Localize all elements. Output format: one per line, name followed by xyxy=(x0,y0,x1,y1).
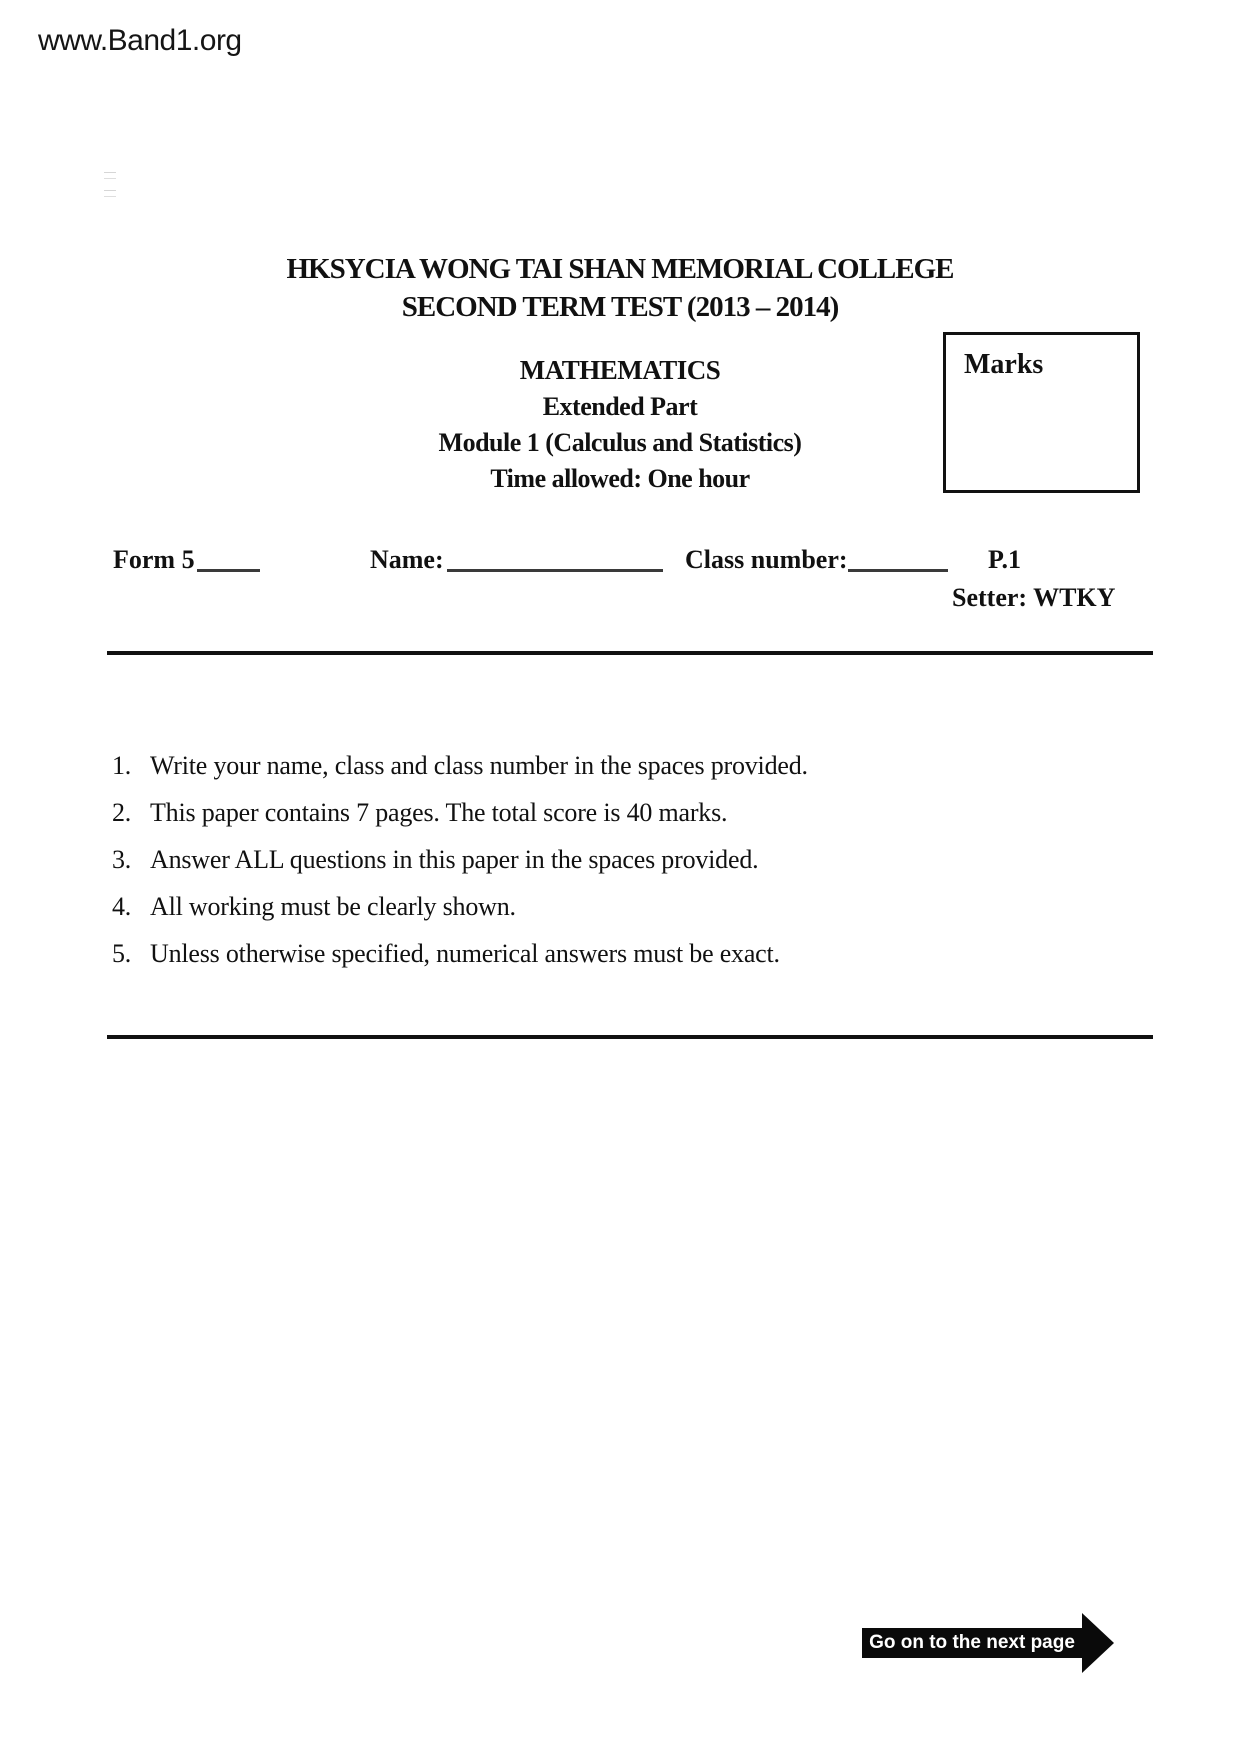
form-blank-line xyxy=(197,544,260,572)
form-label: Form 5 xyxy=(113,545,195,574)
setter-label: Setter: WTKY xyxy=(952,583,1116,612)
instruction-text: Unless otherwise specified, numerical answers must be exact. xyxy=(150,939,780,968)
instruction-text: Answer ALL questions in this paper in the spaces provided. xyxy=(150,845,759,874)
subject-part: Extended Part xyxy=(542,392,698,421)
instruction-item xyxy=(112,846,1072,874)
instructions-list xyxy=(112,752,1072,987)
class-number-label: Class number: xyxy=(685,545,848,574)
instruction-item xyxy=(112,752,1072,780)
page-number: P.1 xyxy=(988,545,1021,574)
instruction-number: 3. xyxy=(112,845,132,874)
exam-title: SECOND TERM TEST (2013 – 2014) xyxy=(401,291,839,323)
class-number-blank-line xyxy=(848,544,948,572)
scan-artifact xyxy=(104,172,116,179)
time-allowed: Time allowed: One hour xyxy=(490,464,750,493)
instruction-text: This paper contains 7 pages. The total score is 40 marks. xyxy=(150,798,728,827)
marks-label: Marks xyxy=(964,349,1044,380)
instruction-number: 2. xyxy=(112,798,132,827)
module-title: Module 1 (Calculus and Statistics) xyxy=(438,428,802,457)
horizontal-rule-bottom xyxy=(107,1035,1153,1039)
next-page-label: Go on to the next page xyxy=(862,1628,1082,1658)
name-label: Name: xyxy=(370,545,444,574)
instruction-item xyxy=(112,799,1072,827)
school-name: HKSYCIA WONG TAI SHAN MEMORIAL COLLEGE xyxy=(286,253,954,285)
go-to-next-page-banner xyxy=(862,1613,1114,1673)
instruction-number: 5. xyxy=(112,939,132,968)
subject-title: MATHEMATICS xyxy=(519,355,721,385)
right-arrow-icon xyxy=(1082,1613,1114,1673)
horizontal-rule-top xyxy=(107,651,1153,655)
instruction-text: All working must be clearly shown. xyxy=(150,892,516,921)
watermark-url: www.Band1.org xyxy=(38,24,242,57)
instruction-text: Write your name, class and class number in the spaces provided. xyxy=(150,751,808,780)
scan-artifact xyxy=(104,190,116,197)
instruction-number: 1. xyxy=(112,751,132,780)
name-blank-line xyxy=(447,544,663,572)
instruction-item xyxy=(112,893,1072,921)
marks-box xyxy=(943,332,1140,493)
instruction-item xyxy=(112,940,1072,968)
instruction-number: 4. xyxy=(112,892,132,921)
